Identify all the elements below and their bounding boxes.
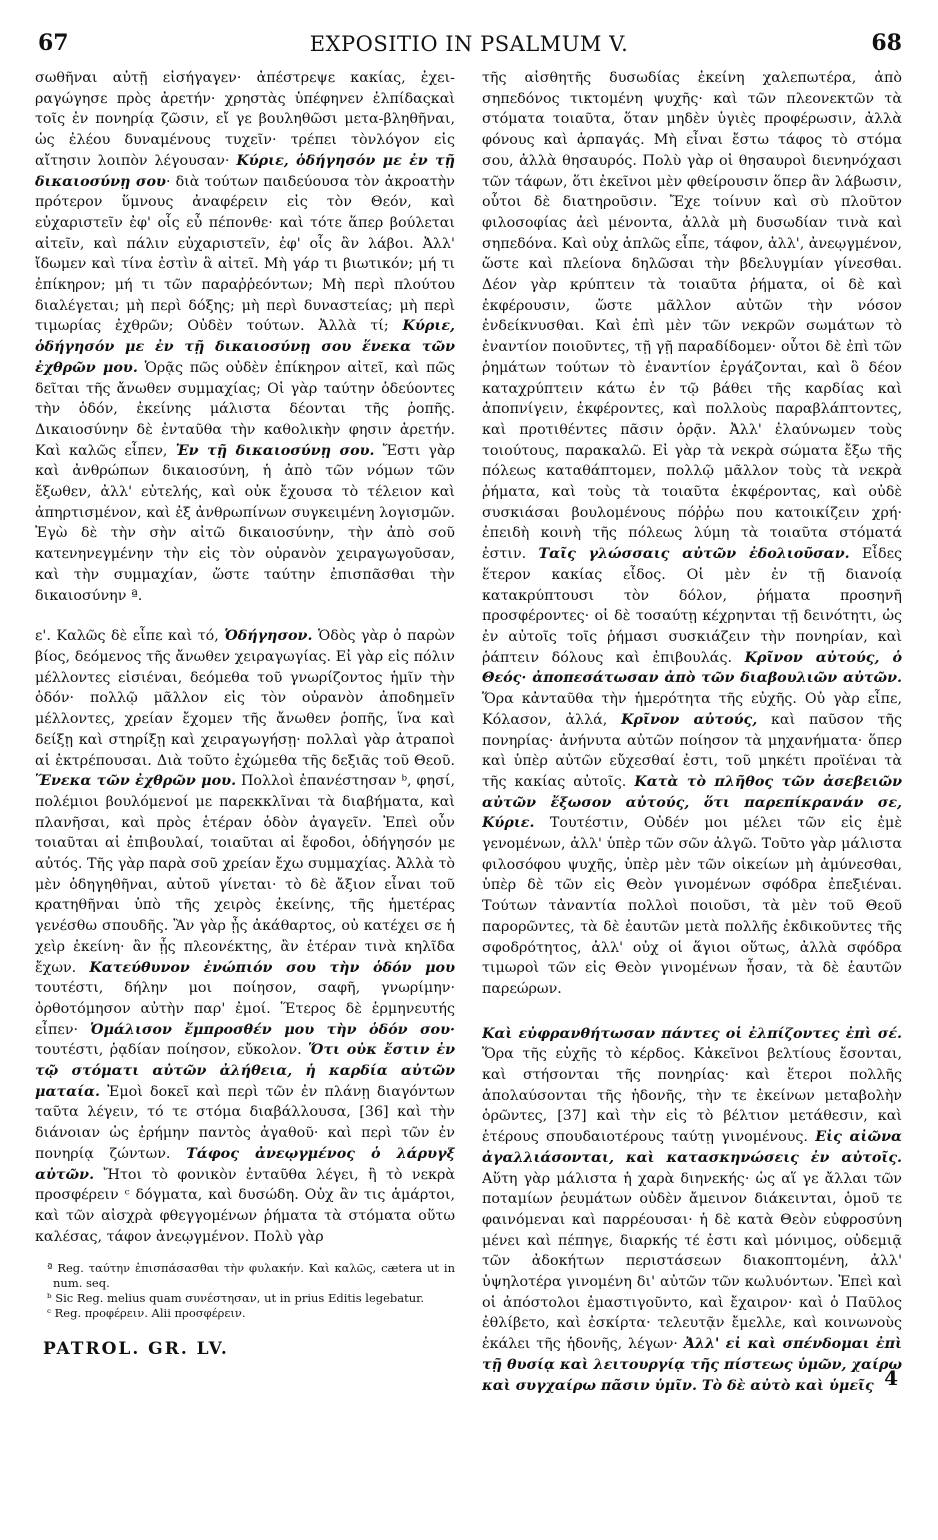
text-run: τουτέστι, ῥᾳδίαν ποίησον, εὔκολον. — [35, 1042, 309, 1059]
scripture-quote: Κατεύθυνον ἐνώπιόν σου τὴν ὁδόν μου — [89, 959, 455, 976]
page-number-right: 68 — [871, 30, 902, 56]
scripture-quote: Κρῖνον αὐτούς, — [621, 711, 758, 728]
footnote: ᵇ Sic Reg. melius quam συνέστησαν, ut in prius Editis legebatur. — [47, 1291, 425, 1306]
right-paragraph-2 — [482, 1024, 902, 1397]
text-run: Ὅρα τῆς εὐχῆς τὸ κέρδος. Κἀκεῖνοι βελτίους ἔσονται, καὶ στήσονται τῆς πονηρίας· καὶ ἕτεροι πολλῆς ἀπολαύσονται τῆς ἡδονῆς, τὴν τε ἐκείνων μεταβολὴν ὁρῶντες, [37] καὶ τὴν εἰς τὸ βέλτιον μετάθεσιν, καὶ ἑτέρους σπουδαιοτέρους ταύτῃ γινομένους. — [482, 1046, 902, 1146]
text-run: καὶ παῦσον τῆς πονηρίας· ἀνήνυτα αὐτῶν ποίησον τὰ μηχανήματα· ὅπερ καὶ ὑπὲρ αὐτῶν εὔχεσθαί ἐστι, τοῦ μηκέτι προϊέναι τὰ τῆς κακίας αὐτοῖς. — [482, 711, 902, 790]
scripture-quote: Ἕνεκα τῶν ἐχθρῶν μου. — [35, 773, 237, 790]
scripture-quote: Καὶ εὐφρανθήτωσαν πάντες οἱ ἐλπίζοντες ἐπὶ σέ. — [482, 1025, 902, 1042]
footnote: ª Reg. ταύτην ἐπισπάσασθαι τὴν φυλακήν. Καὶ καλῶς, cætera ut in num. seq. — [47, 1261, 455, 1291]
scripture-quote: Κύριε, ὁδήγησόν με ἐν τῇ δικαιοσύνῃ σου ἕνεκα τῶν ἐχθρῶν μου. — [35, 318, 455, 376]
footnote: ᶜ Reg. προφέρειν. Alii προσφέρειν. — [47, 1306, 246, 1321]
scripture-quote: Ὁμάλισον ἔμπροσθέν μου τὴν ὁδόν σου· — [90, 1021, 455, 1038]
left-column — [35, 68, 455, 1520]
scripture-quote: Ὁδήγησον. — [224, 628, 313, 645]
scripture-quote: Κύριε, ὁδήγησόν με ἐν τῇ δικαιοσύνῃ σου — [35, 152, 455, 190]
scripture-quote: Κατὰ τὸ πλῆθος τῶν ἀσεβειῶν αὐτῶν ἔξωσον αὐτούς, ὅτι παρεπίκρανάν σε, Κύριε. — [482, 773, 902, 832]
scripture-quote: Ταῖς γλώσσαις αὐτῶν ἐδολιοῦσαν. — [538, 546, 850, 563]
text-run: Τουτέστιν, Οὐδέν μοι μέλει τῶν εἰς ἐμὲ γενομένων, ἀλλ' ὑπὲρ τῶν σῶν ἀλγῶ. Τοῦτο γὰρ μάλιστα φιλοσόφου ψυχῆς, ὑπὲρ μὲν τῶν οἰκείων μὴ ἀμύνεσθαι, ὑπὲρ δὲ τῶν εἰς Θεὸν γινομένων σφόδρα ἐπεξιέναι. Τούτων τἀναντία πολλοὶ ποιοῦσι, τὰ μὲν τοῦ Θεοῦ παρορῶντες, τὰ δὲ ἑαυτῶν μετὰ πολλῆς ἐκδικοῦντες τῆς σφοδρότητος, ἀλλ' οὐχ οἱ ἅγιοι οὕτως, ἀλλὰ σφόδρα τιμωροὶ τῶν εἰς Θεὸν γινομένων ἦσαν, τὰ δὲ ἑαυτῶν παρεώρων. — [482, 815, 902, 997]
text-run: βληθῆναι, ὡς ἐλέου δυναμένους τυχεῖν· τρέπει τὸν — [35, 111, 455, 149]
right-column — [482, 68, 902, 1520]
text-run: Ὁρᾷς πῶς οὐδὲν ἐπίκηρον αἰτεῖ, καὶ πῶς δεῖται τῆς ἄνωθεν συμμαχίας; Οἱ γὰρ ταύτην ὁδεύοντες τὴν ὁδόν, ἐκείνης μάλιστα δέονται τῆς ῥοπῆς. Δικαιοσύνην δὲ ἐνταῦθα τὴν καθολικὴν φησιν ἀρετήν. Καὶ καλῶς εἶπεν, — [35, 359, 455, 459]
scripture-quote: Εἰς αἰῶνα ἀγαλλιάσονται, καὶ κατασκηνώσεις ἐν αὐτοῖς. — [482, 1129, 902, 1166]
scripture-quote: Ἐν τῇ δικαιοσύνῃ σου. — [175, 442, 375, 459]
signature-mark: PATROL. GR. LV. — [43, 1339, 229, 1360]
text-run: καὶ τοῖς ἐν πονηρίᾳ ζῶσιν, εἴ γε βουληθῶσι μετα- — [35, 90, 455, 128]
right-paragraph-1 — [482, 68, 902, 1000]
text-run: τῆς αἰσθητῆς δυσωδίας ἐκείνη χαλεπωτέρα, ἀπὸ σηπεδόνος τικτομένη ψυχῆς· καὶ τῶν πλεονεκτῶν τὰ στόματα τοιαῦτα, ὅταν μηδὲν ὑγιὲς προφέρωσιν, ἀλλὰ φόνους καὶ ἁρπαγάς. Μὴ εἶναι ἔστω τάφος τὸ στόμα σου, ἀλλὰ θησαυρός. Πολὺ γὰρ οἱ θησαυροὶ διενηνόχασι τῶν τάφων, ὅτι ἐκεῖνοι μὲν φθείρουσιν ὅπερ ἂν λάβωσιν, οὗτοι δὲ διατηροῦσιν. Ἔχε τοίνυν καὶ σὺ πλοῦτον φιλοσοφίας ἀεὶ μένοντα, ἀλλὰ μὴ δυσωδίαν τινὰ καὶ σηπεδόνα. Καὶ οὐχ ἁπλῶς εἶπε, τάφον, ἀλλ', ἀνεῳγμένον, ὥστε καὶ πλείονα δηλῶσαι τὴν βδελυγμίαν γίνεσθαι. Δέον γὰρ κρύπτειν τὰ τοιαῦτα ῥήματα, οἱ δὲ καὶ ἐκφέρουσιν, ὥστε μᾶλλον αὐτῶν τὴν νόσον ἐνδείκνυσθαι. Καὶ ἐπὶ μὲν τῶν νεκρῶν σωμάτων τὸ ἐναντίον ποιοῦντες, τῇ γῇ παραδίδομεν· οὗτοι δὲ ἐπὶ τῶν ῥημάτων τούτων τὸ ἐναντίον ἐργάζονται, καὶ ὃ δέον καταχρύπτειν κάτω ἐν τῷ βάθει τῆς καρδίας καὶ ἀποπνίγειν, ἐκφέροντες, καὶ πολλοὺς παραβλάπτοντες, καὶ προτιθέντες πᾶσιν ὁρᾷν. Ἀλλ' ἐλαύνωμεν τοὺς τοιούτους, παρακαλῶ. Εἰ γὰρ τὰ νεκρὰ σώματα ἔξω τῆς πόλεως καταθάπτομεν, πολλῷ μᾶλλον τοὺς τὰ νεκρὰ ῥήματα, καὶ τοὺς τὰ τοιαῦτα ἐκφέροντας, καὶ οὐδὲ συσκιάσαι βουλομένους πόῤῥω που κατοικίζειν χρή· ἐπειδὴ κοινὴ τῆς πόλεως λύμη τὰ τοιαῦτα στόματά ἐστιν. — [482, 70, 902, 563]
text-run: Ἐμοὶ δοκεῖ καὶ περὶ τῶν ἐν πλάνῃ διαγόντων ταῦτα λέγειν, τό τε στόμα διαβάλλουσα, [36] καὶ τὴν διάνοιαν ὡς ἐρήμην παντὸς ἀγαθοῦ· καὶ περὶ τῶν ἐν πονηρίᾳ ζώντων. — [35, 1083, 455, 1162]
text-run: · διὰ τούτων παιδεύουσα τὸν ἀκροατὴν πρότερον ὕμνους ἀναφέρειν εἰς τὸν Θεόν, καὶ εὐχαριστεῖν ἐφ' οἷς εὖ πέπονθε· καὶ τότε ἅπερ βούλεται αἰτεῖν, καὶ πάλιν εὐχαριστεῖν, ἐφ' οἷς ἂν λάβοι. Ἀλλ' ἴδωμεν καὶ τίνα ἐστὶν ἃ αἰτεῖ. Μὴ γάρ τι βιωτικόν; μή τι ἐπίκηρον; μή τι τῶν παραῤῥεόντων; Μὴ περὶ πλούτου διαλέγεται; μὴ περὶ δόξης; μὴ περὶ δυναστείας; μὴ περὶ τιμωρίας ἐχθρῶν; Οὐδὲν τούτων. Ἀλλὰ τί; — [35, 173, 455, 335]
left-paragraph-2 — [35, 626, 455, 1247]
footnotes — [35, 1261, 455, 1321]
text-run: σωθῆναι αὐτῇ εἰσήγαγεν· ἀπέστρεψε κακίας, ἐχει- — [35, 70, 455, 86]
text-run: λόγον εἰς αἴτησιν λοιπὸν λέγουσαν· — [35, 132, 455, 169]
page-header — [30, 30, 908, 58]
text-run: Ἔστι γὰρ καὶ ἀνθρώπων δικαιοσύνη, ἡ ἀπὸ τῶν νόμων τῶν ἔξωθεν, ἀλλ' εὐτελής, καὶ οὐκ ἔχουσα τὸ τέλειον καὶ ἀπηρτισμένον, καὶ ἐξ ἀνθρωπίνων συγκειμένη λογισμῶν. Ἐγὼ δὲ τὴν σὴν αἰτῶ δικαιοσύνην, τὴν ἀπὸ σοῦ κατενηνεγμένην τὴν εἰς τὸν οὐρανὸν χειραγωγοῦσαν, καὶ τὴν συμμαχίαν, ὥστε ταύτην ἐπισπᾶσθαι τὴν δικαιοσύνην ª. — [35, 442, 455, 604]
text-run: Ὁδὸς γὰρ ὁ παρὼν βίος, δεόμενος τῆς ἄνωθεν χειραγωγίας. Εἰ γὰρ εἰς πόλιν μέλλοντες εἰσιέναι, δεόμεθα τοῦ γνωρίζοντος ἡμῖν τὴν ὁδόν· πολλῷ μᾶλλον εἰς τὸν οὐρανὸν ἀποδημεῖν μέλλοντες, χρείαν ἔχομεν τῆς ἄνωθεν ῥοπῆς, ἵνα καὶ δείξῃ καὶ στηρίξῃ καὶ χειραγωγήσῃ· πολλαὶ γὰρ ἀτραποὶ αἱ ἐκτρέπουσαι. Διὰ τοῦτο ἐχώμεθα τῆς δεξιᾶς τοῦ Θεοῦ. — [35, 628, 455, 769]
text-run: Ἤτοι τὸ φονικὸν ἐνταῦθα λέγει, ἢ τὸ νεκρὰ προσφέρειν ᶜ δόγματα, καὶ δυσώδη. Οὐχ ἂν τις ἁμάρτοι, καὶ τῶν αἰσχρὰ φθεγγομένων ῥήματα τὰ στόματα οὕτω καλέσας, τάφον ἀνεῳγμένον. Πολὺ γὰρ — [35, 1166, 455, 1245]
running-title: EXPOSITIO IN PSALMUM V. — [309, 32, 629, 56]
scripture-quote: Τάφος ἀνεῳγμένος ὁ λάρυγξ αὐτῶν. — [35, 1145, 455, 1183]
left-paragraph-1 — [35, 68, 455, 606]
text-run: Αὕτη γὰρ μάλιστα ἡ χαρὰ διηνεκής· ὡς αἵ γε ἄλλαι τῶν ποταμίων ῥευμάτων οὐδὲν ἄμεινον διάκεινται, ὁμοῦ τε φαινόμεναι καὶ παρρέουσαι· ἡ δὲ κατὰ Θεὸν εὐφροσύνη μένει καὶ πέπηγε, διαρκής τέ ἐστι καὶ μόνιμος, οὐδεμιᾷ τῶν ἀδοκήτων περιστάσεων διακοπτομένη, ἀλλ' ὑψηλοτέρα γινομένη δι' αὐτῶν τῶν κωλυόντων. Ἐπεὶ καὶ οἱ ἀπόστολοι ἐμαστιγοῦντο, καὶ ἔχαιρον· καὶ ὁ Παῦλος ἐθλίβετο, καὶ ἐσκίρτα· τελευτᾷν ἔμελλε, καὶ κοινωνοὺς ἐκάλει τῆς ἡδονῆς, λέγων· — [482, 1170, 902, 1353]
text-run: τουτέστι, δήλην μοι ποίησον, σαφῆ, γνωρίμην· ὀρθοτόμησον αὐτὴν παρ' ἐμοί. Ἕτερος δὲ ἑρμηνευτής εἶπεν· — [35, 980, 455, 1038]
text-run: ραγώγησε πρὸς ἀρετήν· χρηστὰς ὑπέφηνεν ἐλπίδας — [35, 90, 431, 107]
page-number-left: 67 — [38, 30, 69, 56]
scripture-quote: Κρῖνον αὐτούς, ὁ Θεός· ἀποπεσάτωσαν ἀπὸ τῶν διαβουλιῶν αὐτῶν. — [482, 649, 902, 687]
signature-page-mark: 4 — [884, 1366, 898, 1390]
text-run: Πολλοὶ ἐπανέστησαν ᵇ, φησί, πολέμιοι βουλόμενοί με παρεκκλῖναι τὰ διαβήματα, καὶ πλανῆσαι, καὶ πρὸς ἑτέραν ὁδὸν ἀγαγεῖν. Ἐπεὶ οὖν τοιαῦται αἱ ἐπιβουλαί, τοιαῦται αἱ ἔφοδοι, ὁδήγησόν με αὐτός. Τῆς γὰρ παρὰ σοῦ χρείαν ἔχω συμμαχίας. Ἀλλὰ τὸ μὲν ὁδηγηθῆναι, αὐτοῦ γίνεται· τὸ δὲ ἄξιον εἶναι τοῦ κρατηθῆναι ὑπὸ τῆς χειρὸς ἐκείνης, τῆς ἡμετέρας γενέσθω σπουδῆς. Ἂν γὰρ ᾖς ἀκάθαρτος, οὐ κατέχει σε ἡ χεὶρ ἐκείνη· ἂν ᾖς πλεονέκτης, ἂν ἑτέραν τινὰ κηλῖδα ἔχων. — [35, 773, 455, 976]
text-run: Εἶδες ἕτερον κακίας εἶδος. Οἱ μὲν ἐν τῇ διανοίᾳ κατακρύπτουσι τὸν δόλον, ῥήματα προσηνῆ προσφέροντες· οἱ δὲ τοσαύτῃ κέχρηνται τῇ δεινότητι, ὡς ἐν αὐτοῖς τοῖς ῥήμασι συσκιάζειν τὴν πονηρίαν, καὶ ῥάπτειν δόλους καὶ ἐπιβουλάς. — [482, 546, 902, 666]
scripture-quote: Ὅτι οὐκ ἔστιν ἐν τῷ στόματι αὐτῶν ἀλήθεια, ἡ καρδία αὐτῶν ματαία. — [35, 1042, 455, 1100]
scripture-quote: Ἀλλ' εἰ καὶ σπένδομαι ἐπὶ τῇ θυσίᾳ καὶ λειτουργίᾳ τῆς πίστεως ὑμῶν, χαίρω καὶ συγχαίρω πᾶσιν ὑμῖν. Τὸ δὲ αὐτὸ καὶ ὑμεῖς — [482, 1336, 902, 1394]
text-run: Ὅρα κἀνταῦθα τὴν ἡμερότητα τῆς εὐχῆς. Οὐ γὰρ εἶπε, Κόλασον, ἀλλά, — [482, 691, 902, 728]
text-run: ε'. Καλῶς δὲ εἶπε καὶ τό, — [35, 628, 225, 645]
